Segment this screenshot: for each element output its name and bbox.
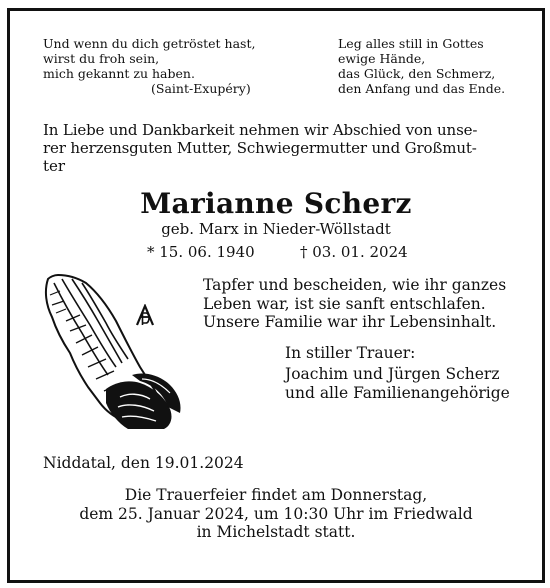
intro-line: ter: [43, 157, 66, 175]
ceremony-notice: [10, 486, 542, 542]
death-date: † 03. 01. 2024: [300, 243, 408, 261]
poem-left: [43, 36, 255, 96]
poem-left-line: wirst du froh sein,: [43, 51, 160, 66]
ceremony-line: dem 25. Januar 2024, um 10:30 Uhr im Friedwald: [79, 504, 473, 523]
tribute-text: [203, 276, 506, 332]
poem-right-line: das Glück, den Schmerz,: [338, 66, 496, 81]
ceremony-line: in Michelstadt statt.: [196, 523, 356, 541]
mourner-line: und alle Familienangehörige: [285, 383, 510, 402]
poem-left-author: (Saint-Exupéry): [151, 81, 251, 96]
deceased-name: Marianne Scherz: [140, 187, 412, 220]
birth-date: * 15. 06. 1940: [147, 243, 255, 261]
intro-line: rer herzensguten Mutter, Schwiegermutter und Großmut-: [43, 139, 477, 157]
poem-right: [338, 36, 505, 96]
poem-right-line: Leg alles still in Gottes: [338, 36, 484, 51]
obituary-frame: [7, 8, 545, 583]
tribute-line: Tapfer und bescheiden, wie ihr ganzes: [203, 276, 507, 294]
poem-right-line: den Anfang und das Ende.: [338, 81, 506, 96]
poem-right-line: ewige Hände,: [338, 51, 426, 66]
tribute-line: Leben war, ist sie sanft entschlafen.: [203, 294, 486, 313]
duerer-monogram-icon: [134, 304, 156, 326]
poem-left-line: Und wenn du dich getröstet hast,: [43, 36, 256, 51]
birth-name: geb. Marx in Nieder-Wöllstadt: [161, 220, 391, 238]
tribute-line: Unsere Familie war ihr Lebensinhalt.: [203, 313, 497, 331]
mourner-line: Joachim und Jürgen Scherz: [285, 365, 500, 383]
intro-paragraph: [43, 121, 477, 175]
place-date: Niddatal, den 19.01.2024: [43, 454, 244, 472]
ceremony-line: Die Trauerfeier findet am Donnerstag,: [124, 486, 428, 504]
praying-hands-icon: [36, 271, 186, 431]
poem-left-line: mich gekannt zu haben.: [43, 66, 195, 81]
mourners-heading: In stiller Trauer:: [285, 344, 416, 362]
intro-line: In Liebe und Dankbarkeit nehmen wir Abschied von unse-: [43, 121, 478, 139]
mourners-list: [285, 365, 510, 402]
